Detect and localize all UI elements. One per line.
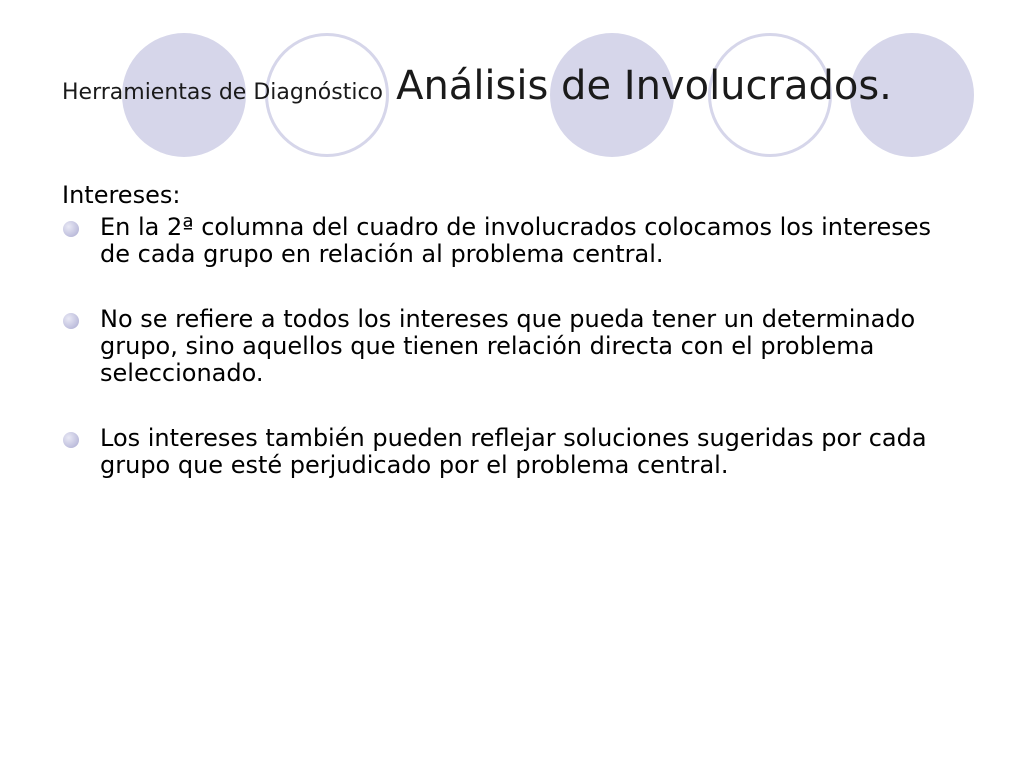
bullet-item: [62, 425, 962, 479]
title-main: Análisis de Involucrados.: [396, 63, 892, 109]
slide-content: [62, 180, 962, 517]
bullet-text: En la 2ª columna del cuadro de involucrados colocamos los intereses de cada grupo en relación al problema central.: [100, 213, 932, 268]
title-prefix: Herramientas de Diagnóstico: [62, 80, 383, 105]
section-heading: Intereses:: [62, 181, 181, 209]
bullet-item: [62, 306, 962, 387]
bullet-item: [62, 214, 962, 268]
bullet-list: [62, 214, 962, 479]
bullet-dot-icon: [63, 221, 79, 237]
slide-title: [62, 63, 892, 109]
bullet-dot-icon: [63, 432, 79, 448]
bullet-dot-icon: [63, 313, 79, 329]
bullet-text: Los intereses también pueden reflejar soluciones sugeridas por cada grupo que esté perjudicado por el problema central.: [100, 424, 927, 479]
bullet-text: No se refiere a todos los intereses que pueda tener un determinado grupo, sino aquellos que tienen relación directa con el problema seleccionado.: [100, 305, 916, 387]
